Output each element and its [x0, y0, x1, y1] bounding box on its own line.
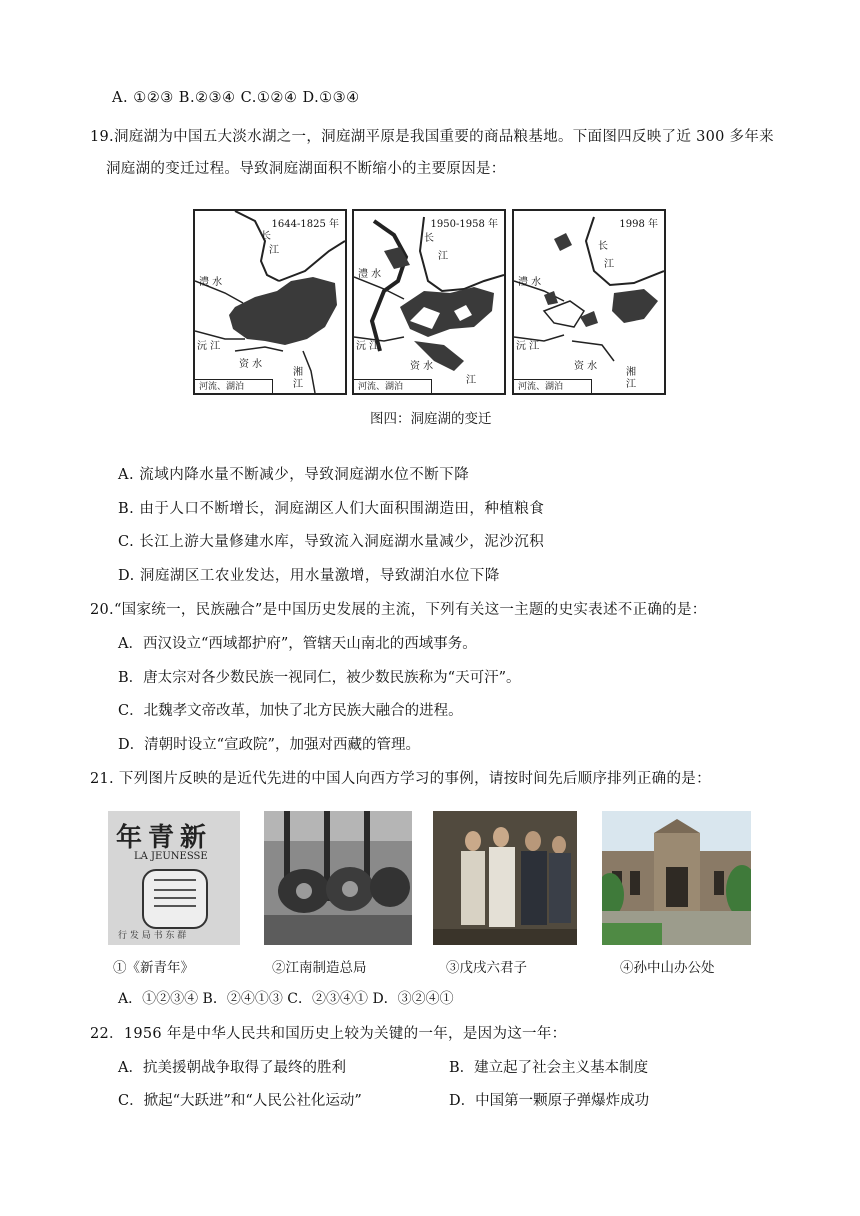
map-label-jiang: 江 — [269, 245, 279, 256]
painting-image — [433, 811, 577, 945]
map-year-label: 1644-1825 年 — [271, 219, 339, 230]
map-label-jiang: 江 — [604, 259, 614, 270]
map-label-xiang: 湘 — [626, 367, 636, 378]
map-label-zishui: 资 水 — [410, 361, 434, 372]
q22-option-c: C．掀起“大跃进”和“人民公社化运动” — [118, 1093, 362, 1109]
photo-new-youth-cover — [108, 811, 240, 945]
map-label-yuanjiang: 沅 江 — [516, 341, 540, 352]
caption-3: ③戊戌六君子 — [446, 960, 527, 976]
map-label-chang: 长 — [261, 231, 271, 242]
q22-option-b: B．建立起了社会主义基本制度 — [449, 1060, 649, 1076]
q21-options: A．①②③④ B．②④①③ C．②③④① D．③②④① — [118, 991, 454, 1007]
map-legend: 河流、湖泊 — [514, 379, 592, 393]
map-label-xiangjiang: 江 — [626, 379, 636, 390]
q19-stem-line2: 洞庭湖的变迁过程。导致洞庭湖面积不断缩小的主要原因是： — [106, 161, 506, 177]
map-legend: 河流、湖泊 — [354, 379, 432, 393]
map-label-lishui: 澧 水 — [358, 269, 382, 280]
q19-option-c: C. 长江上游大量修建水库，导致流入洞庭湖水量减少，泥沙沉积 — [118, 534, 545, 550]
building-image — [602, 811, 751, 945]
q18-options: A. ①②③ B.②③④ C.①②④ D.①③④ — [112, 90, 360, 106]
map-label-xiang: 湘 — [293, 367, 303, 378]
q20-option-c: C．北魏孝文帝改革，加快了北方民族大融合的进程。 — [118, 703, 463, 719]
q19-option-b: B. 由于人口不断增长，洞庭湖区人们大面积围湖造田，种植粮食 — [118, 501, 545, 517]
map-label-lishui: 澧 水 — [199, 277, 223, 288]
q22-stem: 22．1956 年是中华人民共和国历史上较为关键的一年，是因为这一年： — [90, 1026, 567, 1042]
cover-subtitle: LA JEUNESSE — [134, 851, 208, 862]
map-1998 — [512, 209, 666, 395]
map-label-chang: 长 — [424, 233, 434, 244]
map-label-xiangjiang: 江 — [293, 379, 303, 390]
caption-4: ④孙中山办公处 — [620, 960, 715, 976]
figure-caption: 图四：洞庭湖的变迁 — [370, 411, 492, 427]
cover-footer: 行 发 局 书 东 群 — [118, 931, 187, 941]
photo-sun-yatsen-office — [602, 811, 751, 945]
map-label-xiangjiang: 江 — [466, 375, 476, 386]
q19-option-a: A. 流域内降水量不断减少，导致洞庭湖水位不断下降 — [118, 467, 470, 483]
map-label-zishui: 资 水 — [574, 361, 598, 372]
q20-option-a: A．西汉设立“西域都护府”，管辖天山南北的西域事务。 — [118, 636, 477, 652]
q21-stem: 21. 下列图片反映的是近代先进的中国人向西方学习的事例，请按时间先后顺序排列正确的是： — [90, 771, 711, 787]
q22-option-d: D．中国第一颗原子弹爆炸成功 — [449, 1093, 650, 1109]
map-label-yuanjiang: 沅 江 — [356, 341, 380, 352]
map-label-jiang: 江 — [438, 251, 448, 262]
map-label-chang: 长 — [598, 241, 608, 252]
photo-six-gentlemen — [433, 811, 577, 945]
q20-option-d: D．清朝时设立“宣政院”，加强对西藏的管理。 — [118, 737, 420, 753]
map-1950-1958 — [352, 209, 506, 395]
map-label-zishui: 资 水 — [239, 359, 263, 370]
q22-option-a: A．抗美援朝战争取得了最终的胜利 — [118, 1060, 346, 1076]
caption-2: ②江南制造总局 — [272, 960, 367, 976]
map-label-yuanjiang: 沅 江 — [197, 341, 221, 352]
map-label-lishui: 澧 水 — [518, 277, 542, 288]
cover-emblem — [142, 869, 208, 929]
factory-image — [264, 811, 412, 945]
map-legend: 河流、湖泊 — [195, 379, 273, 393]
photo-jiangnan-arsenal — [264, 811, 412, 945]
q20-option-b: B．唐太宗对各少数民族一视同仁，被少数民族称为“天可汗”。 — [118, 670, 521, 686]
q19-stem-line1: 19.洞庭湖为中国五大淡水湖之一，洞庭湖平原是我国重要的商品粮基地。下面图四反映了近 300 多年来 — [90, 129, 774, 145]
q20-stem: 20.“国家统一，民族融合”是中国历史发展的主流，下列有关这一主题的史实表述不正确的是： — [90, 602, 707, 618]
map-1644-1825 — [193, 209, 347, 395]
map-year-label: 1998 年 — [619, 219, 658, 230]
caption-1: ①《新青年》 — [113, 960, 194, 976]
q19-option-d: D. 洞庭湖区工农业发达，用水量激增，导致湖泊水位下降 — [118, 568, 500, 584]
cover-title: 年青新 — [116, 823, 213, 853]
map-year-label: 1950-1958 年 — [430, 219, 498, 230]
